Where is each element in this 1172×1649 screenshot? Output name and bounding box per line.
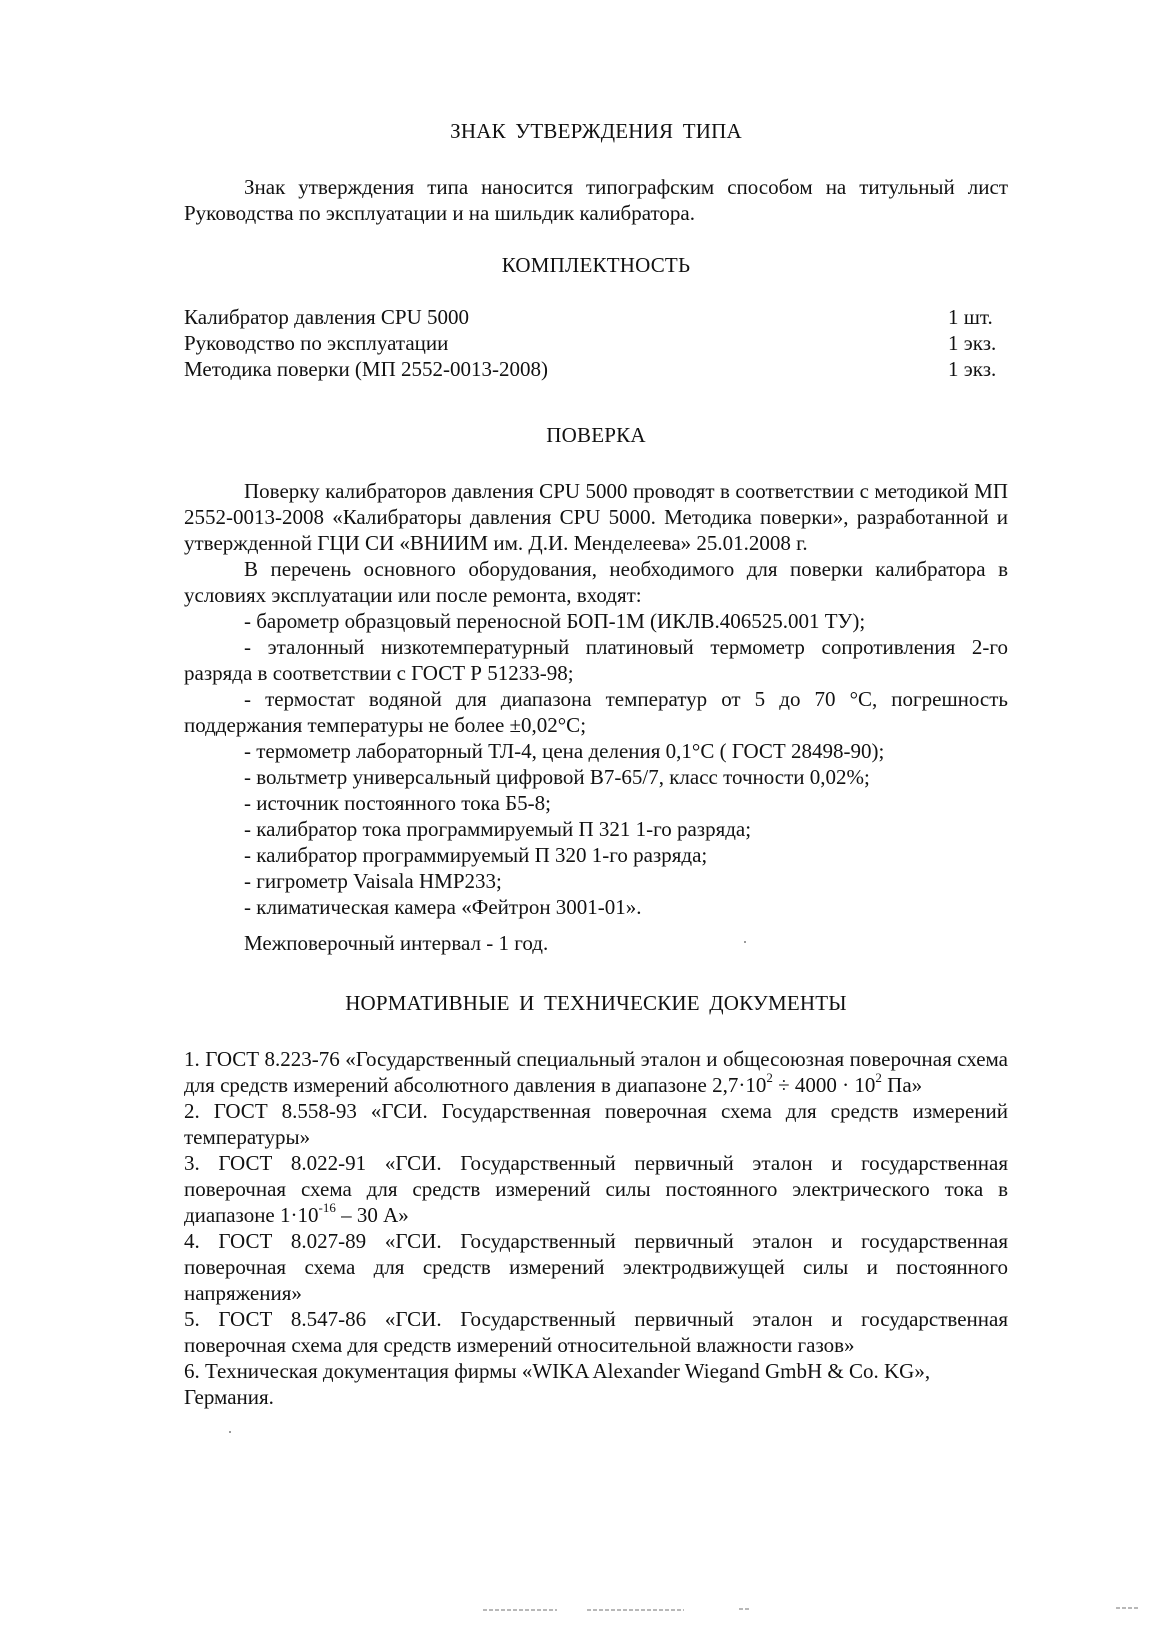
equipment-item: - эталонный низкотемпературный платиновый термометр сопротивления 2-го разряда в соответствии с ГОСТ Р 51233-98;: [184, 635, 1008, 685]
completeness-item-qty: 1 шт.: [948, 305, 993, 329]
completeness-item-qty: 1 экз.: [948, 357, 997, 381]
heading-documents: НОРМАТИВНЫЕ И ТЕХНИЧЕСКИЕ ДОКУМЕНТЫ: [345, 991, 847, 1015]
verification-interval: Межповерочный интервал - 1 год.: [244, 931, 549, 955]
equipment-item: - гигрометр Vaisala HMP233;: [244, 869, 502, 893]
completeness-row: [184, 304, 1008, 330]
scan-mark: [1116, 1607, 1138, 1609]
completeness-item-qty: 1 экз.: [948, 331, 997, 355]
verification-paragraph-2: В перечень основного оборудования, необходимого для поверки калибратора в условиях эксплуатации или после ремонта, входят:: [184, 557, 1008, 607]
completeness-item-name: Руководство по эксплуатации: [184, 331, 449, 355]
document-item: 4. ГОСТ 8.027-89 «ГСИ. Государственный первичный эталон и государственная поверочная схема для средств измерений электродвижущей силы и постоянного напряжения»: [184, 1229, 1008, 1305]
verification-paragraph-1: Поверку калибраторов давления CPU 5000 проводят в соответствии с методикой МП 2552-0013-2008 «Калибраторы давления CPU 5000. Методика поверки», разработанной и утвержденной ГЦИ СИ «ВНИИМ им. Д.И. Менделеева» 25.01.2008 г.: [184, 479, 1008, 555]
type-approval-text: Знак утверждения типа наносится типографским способом на титульный лист Руководства по эксплуатации и на шильдик калибратора.: [184, 175, 1008, 225]
completeness-row: [184, 356, 1008, 382]
equipment-list: [184, 608, 1008, 920]
document-item: 1. ГОСТ 8.223-76 «Государственный специальный эталон и общесоюзная поверочная схема для средств измерений абсолютного давления в диапазоне $2,7\cdot 10^2 \div 4000 \cdot 10^2$ Па»: [184, 1047, 1008, 1097]
documents-list: [184, 1046, 1008, 1410]
document-item: 3. ГОСТ 8.022-91 «ГСИ. Государственный первичный эталон и государственная поверочная схема для средств измерений силы постоянного электрического тока в диапазоне $1\cdot 10^{-16} - 30$ А»: [184, 1151, 1008, 1227]
scan-speck: [744, 941, 746, 943]
equipment-item: - термометр лабораторный ТЛ-4, цена деления 0,1°С ( ГОСТ 28498-90);: [244, 739, 885, 763]
equipment-item: - вольтметр универсальный цифровой В7-65/7, класс точности 0,02%;: [244, 765, 870, 789]
completeness-item-name: Калибратор давления CPU 5000: [184, 305, 469, 329]
heading-completeness: КОМПЛЕКТНОСТЬ: [501, 253, 691, 277]
equipment-item: - источник постоянного тока Б5-8;: [244, 791, 551, 815]
equipment-item: - климатическая камера «Фейтрон 3001-01».: [244, 895, 642, 919]
scan-mark: [587, 1609, 684, 1611]
scan-mark: [483, 1609, 557, 1611]
completeness-table: [184, 304, 1008, 382]
equipment-item: - калибратор программируемый П 320 1-го разряда;: [244, 843, 708, 867]
scan-speck: [229, 1431, 231, 1433]
completeness-row: [184, 330, 1008, 356]
equipment-item: - калибратор тока программируемый П 321 1-го разряда;: [244, 817, 752, 841]
equipment-item: - барометр образцовый переносной БОП-1М (ИКЛВ.406525.001 ТУ);: [244, 609, 866, 633]
completeness-item-name: Методика поверки (МП 2552-0013-2008): [184, 357, 548, 381]
scan-mark: [739, 1608, 751, 1610]
document-page: [184, 118, 1008, 1410]
equipment-item: - термостат водяной для диапазона температур от 5 до 70 °С, погрешность поддержания температуры не более ±0,02°С;: [184, 687, 1008, 737]
heading-type-approval: ЗНАК УТВЕРЖДЕНИЯ ТИПА: [450, 119, 742, 143]
document-item: 2. ГОСТ 8.558-93 «ГСИ. Государственная поверочная схема для средств измерений температуры»: [184, 1099, 1008, 1149]
heading-verification: ПОВЕРКА: [546, 423, 646, 447]
document-item: 5. ГОСТ 8.547-86 «ГСИ. Государственный первичный эталон и государственная поверочная схема для средств измерений относительной влажности газов»: [184, 1307, 1008, 1357]
document-item: 6. Техническая документация фирмы «WIKA Alexander Wiegand GmbH & Co. KG», Германия.: [184, 1359, 931, 1409]
